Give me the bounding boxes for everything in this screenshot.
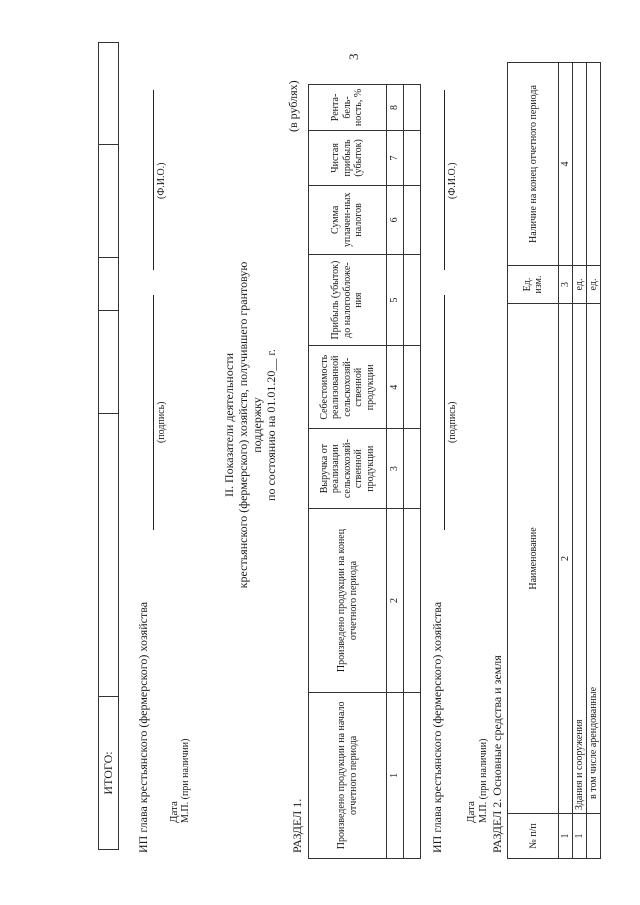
table-cell [404, 130, 421, 185]
stamp-label: М.П. (при наличии) [478, 738, 489, 823]
column-number: 7 [387, 130, 404, 185]
table-row [404, 85, 421, 859]
table-cell [404, 346, 421, 429]
row-unit: ед. [587, 266, 601, 304]
table-cell [404, 509, 421, 692]
row-unit: ед. [573, 266, 587, 304]
column-header: Произведено продукции на конец отчетного периода [309, 509, 387, 692]
column-header: Выручка от реализации сельскохозяй-ственной продукции [309, 429, 387, 509]
table-cell [404, 85, 421, 131]
stamp-label: М.П. (при наличии) [180, 738, 191, 823]
column-number: 3 [559, 266, 573, 304]
itogo-label: ИТОГО: [99, 697, 119, 850]
column-number: 5 [387, 254, 404, 346]
row-name: в том числе арендованные [587, 304, 601, 814]
signature-hint: (подпись) [447, 401, 458, 443]
column-header: Рента-бель-ность, % [309, 85, 387, 131]
column-number: 2 [559, 304, 573, 814]
row-number [587, 814, 601, 859]
razdel2-title: РАЗДЕЛ 2. Основные средства и земля [490, 655, 504, 853]
column-header: № п/п [508, 814, 559, 859]
units-note: (в рублях) [286, 80, 300, 132]
razdel1-title: РАЗДЕЛ 1. [290, 798, 304, 853]
column-header: Прибыль (убыток) до налогообложе-ния [309, 254, 387, 346]
itogo-cell [99, 311, 119, 414]
column-header: Наименование [508, 304, 559, 814]
itogo-row [98, 42, 119, 850]
column-header: Чистая прибыль (убыток) [309, 130, 387, 185]
column-number: 4 [387, 346, 404, 429]
itogo-cell [99, 145, 119, 258]
section-title-line: крестьянского (фермерского) хозяйств, получившего грантовую поддержку [236, 261, 264, 589]
table-cell [587, 63, 601, 266]
page-number: 3 [346, 53, 361, 60]
column-header: Себестоимость реализованной сельскохозяй-ственной продукции [309, 346, 387, 429]
razdel2-table [507, 62, 601, 859]
table-cell [404, 692, 421, 858]
section-title [222, 245, 278, 605]
head-label: ИП глава крестьянского (фермерского) хозяйства [430, 601, 444, 853]
table-cell [404, 254, 421, 346]
column-number: 1 [387, 692, 404, 858]
section-title-line: по состоянию на 01.01.20__ г. [264, 349, 278, 501]
row-name: Здания и сооружения [573, 304, 587, 814]
table-cell [404, 185, 421, 254]
name-line [153, 90, 154, 270]
itogo-cell [99, 43, 119, 145]
itogo-cell [99, 258, 119, 311]
table-cell [573, 63, 587, 266]
section-title-line: II. Показатели деятельности [222, 352, 236, 498]
table-row [573, 63, 587, 859]
column-number: 8 [387, 85, 404, 131]
column-number: 3 [387, 429, 404, 509]
column-header: Ед. изм. [508, 266, 559, 304]
date-label: Дата [465, 801, 477, 823]
column-number: 2 [387, 509, 404, 692]
name-line [444, 90, 445, 270]
signature-line [444, 295, 445, 530]
column-number: 6 [387, 185, 404, 254]
itogo-cell [99, 414, 119, 697]
name-hint: (Ф.И.О.) [156, 162, 167, 199]
table-row [587, 63, 601, 859]
date-label: Дата [168, 801, 180, 823]
column-header: Наличие на конец отчетного периода [508, 63, 559, 266]
table-cell [404, 429, 421, 509]
column-header: Сумма уплачен-ных налогов [309, 185, 387, 254]
signature-hint: (подпись) [156, 401, 167, 443]
row-number: 1 [573, 814, 587, 859]
name-hint: (Ф.И.О.) [447, 162, 458, 199]
head-label: ИП глава крестьянского (фермерского) хозяйства [136, 601, 150, 853]
column-number: 1 [559, 814, 573, 859]
signature-line [153, 295, 154, 530]
razdel1-table [308, 84, 421, 859]
column-number: 4 [559, 63, 573, 266]
column-header: Произведено продукции на начало отчетного периода [309, 692, 387, 858]
